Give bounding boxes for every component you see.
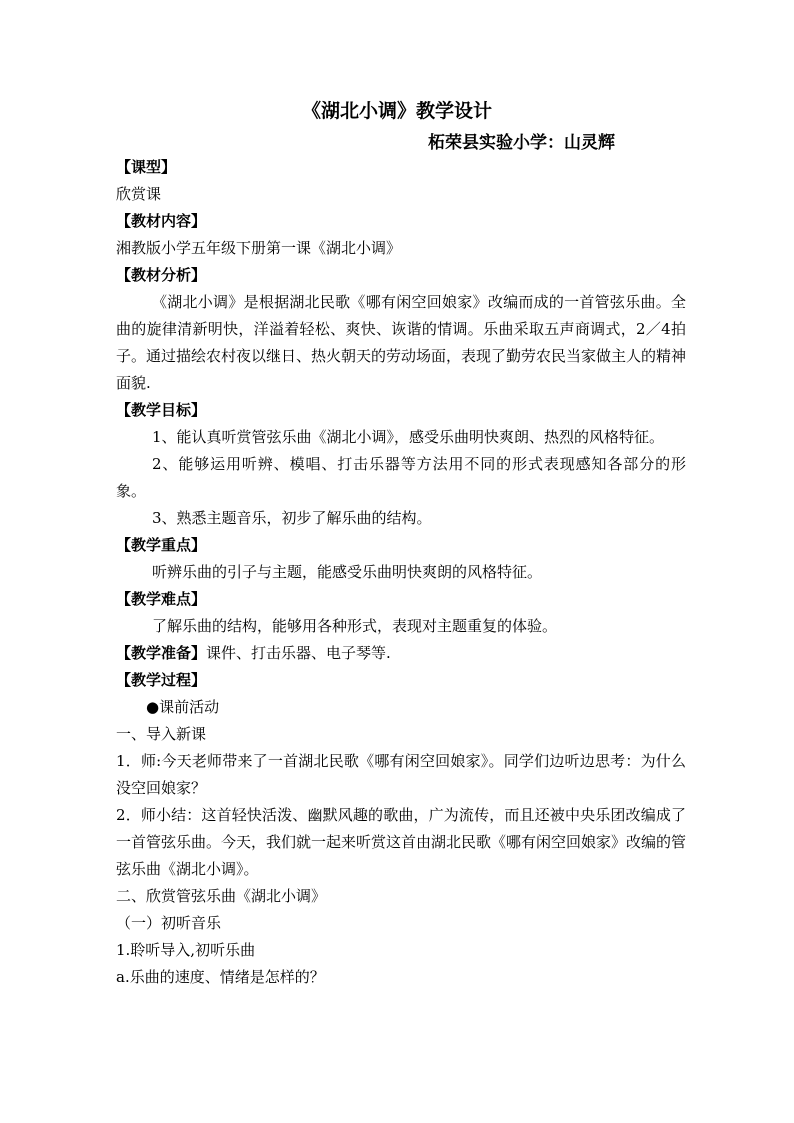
key-points-heading: 【教学重点】	[116, 536, 207, 554]
step-1-text: 1．师:今天老师带来了一首湖北民歌《哪有闲空回娘家》。同学们边听边思考：为什么没空回娘家？	[116, 752, 686, 797]
sub-1-step: 1.聆听导入,初听乐曲	[116, 941, 256, 959]
sub-1-heading: （一）初听音乐	[116, 914, 222, 932]
goal-item-3: 3、熟悉主题音乐，初步了解乐曲的结构。	[152, 509, 432, 527]
author-line: 柘荣县实验小学：山灵辉	[428, 133, 615, 153]
difficulty-text: 了解乐曲的结构，能够用各种形式，表现对主题重复的体验。	[152, 617, 558, 635]
difficulty-heading: 【教学难点】	[116, 590, 207, 608]
preparation-heading: 【教学准备】	[116, 644, 207, 662]
goals-heading: 【教学目标】	[116, 401, 207, 419]
step-2-text: 2．师小结：这首轻快活泼、幽默风趣的歌曲，广为流传，而且还被中央乐团改编成了一首管弦乐曲。今天，我们就一起来听赏这首由湖北民歌《哪有闲空回娘家》改编的管弦乐曲《湖北小调》。	[116, 806, 687, 878]
analysis-paragraph: 《湖北小调》是根据湖北民歌《哪有闲空回娘家》改编而成的一首管弦乐曲。全曲的旋律清新明快，洋溢着轻松、爽快、诙谐的情调。乐曲采取五声商调式，2／4拍子。通过描绘农村夜以继日、热火朝天的劳动场面，表现了勤劳农民当家做主人的精神面貌.	[116, 293, 687, 392]
document-title: 《湖北小调》教学设计	[301, 100, 492, 122]
preparation-text: 课件、打击乐器、电子琴等.	[206, 644, 391, 662]
analysis-heading: 【教材分析】	[116, 266, 207, 284]
document-body	[116, 154, 686, 991]
lesson-type-heading: 【课型】	[116, 158, 177, 176]
goal-item-2: 2、能够运用听辨、模唱、打击乐器等方法用不同的形式表现感知各部分的形象。	[116, 455, 686, 500]
process-heading: 【教学过程】	[116, 671, 207, 689]
pre-activity-item: ●课前活动	[146, 698, 220, 716]
goal-item-1: 1、能认真听赏管弦乐曲《湖北小调》，感受乐曲明快爽朗、热烈的风格特征。	[152, 428, 665, 446]
part-1-heading: 一、导入新课	[116, 725, 207, 743]
sub-1-question: a.乐曲的速度、情绪是怎样的？	[116, 968, 325, 986]
part-2-heading: 二、欣赏管弦乐曲《湖北小调》	[116, 887, 327, 905]
material-text: 湘教版小学五年级下册第一课《湖北小调》	[116, 239, 402, 257]
material-heading: 【教材内容】	[116, 212, 207, 230]
lesson-type-text: 欣赏课	[116, 185, 162, 203]
key-points-text: 听辨乐曲的引子与主题，能感受乐曲明快爽朗的风格特征。	[152, 563, 543, 581]
preparation-line	[116, 640, 686, 667]
